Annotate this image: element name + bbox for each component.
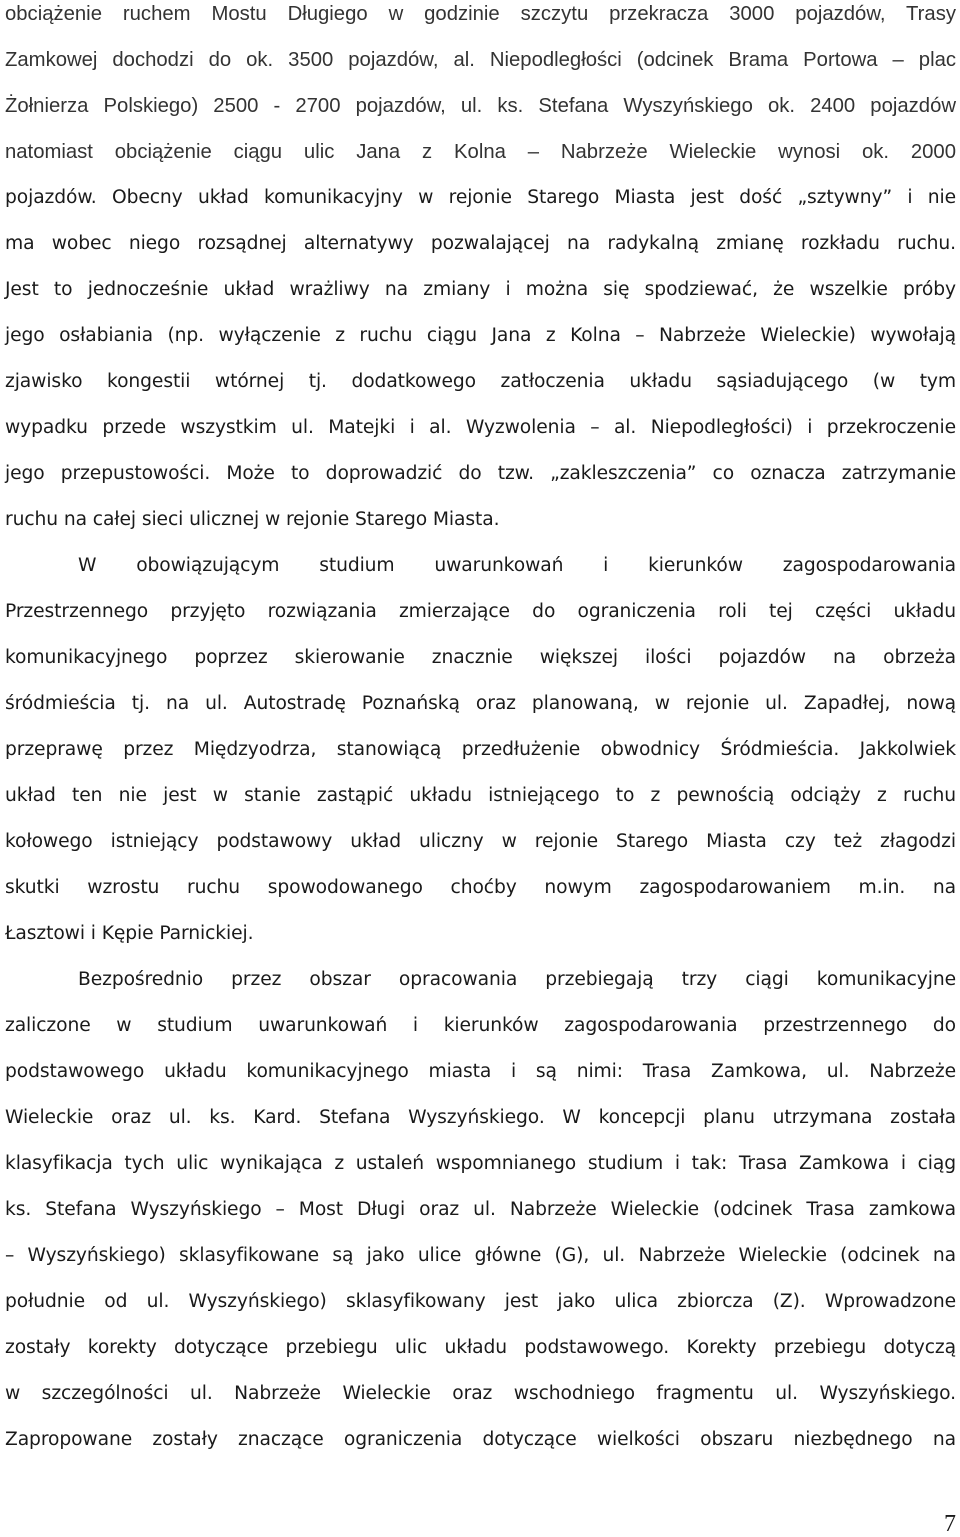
text-line: ruchu na całej sieci ulicznej w rejonie Starego Miasta. [5,509,500,530]
text-line: Żołnierza Polskiego) 2500 - 2700 pojazdów, ul. ks. Stefana Wyszyńskiego ok. 2400 pojazdów [5,95,956,117]
text-line: – Wyszyńskiego) sklasyfikowane są jako ulice główne (G), ul. Nabrzeże Wieleckie (odcinek na [5,1245,956,1266]
document-body [5,0,956,1469]
paragraph [5,963,956,1469]
text-line: śródmieścia tj. na ul. Autostradę Poznańską oraz planowaną, w rejonie ul. Zapadłej, nową [5,693,956,714]
text-line: jego osłabiania (np. wyłączenie z ruchu ciągu Jana z Kolna – Nabrzeże Wieleckie) wywołają [5,325,956,346]
text-line: klasyfikacja tych ulic wynikająca z ustaleń wspomnianego studium i tak: Trasa Zamkowa i ciąg [5,1153,956,1174]
text-line: zostały korekty dotyczące przebiegu ulic układu podstawowego. Korekty przebiegu dotyczą [5,1337,956,1358]
text-line: Wieleckie oraz ul. ks. Kard. Stefana Wyszyńskiego. W koncepcji planu utrzymana została [5,1107,956,1128]
paragraph [5,0,956,549]
text-line: pojazdów. Obecny układ komunikacyjny w rejonie Starego Miasta jest dość „sztywny” i nie [5,187,956,208]
text-line: południe od ul. Wyszyńskiego) sklasyfikowany jest jako ulica zbiorcza (Z). Wprowadzone [5,1291,956,1312]
text-line: jego przepustowości. Może to doprowadzić do tzw. „zakleszczenia” co oznacza zatrzymanie [5,463,956,484]
text-line: natomiast obciążenie ciągu ulic Jana z Kolna – Nabrzeże Wieleckie wynosi ok. 2000 [5,141,956,163]
text-line: układ ten nie jest w stanie zastąpić układu istniejącego to z pewnością odciąży z ruchu [5,785,956,806]
text-line: komunikacyjnego poprzez skierowanie znacznie większej ilości pojazdów na obrzeża [5,647,956,668]
text-line: kołowego istniejący podstawowy układ uliczny w rejonie Starego Miasta czy też złagodzi [5,831,956,852]
text-line: zjawisko kongestii wtórnej tj. dodatkowego zatłoczenia układu sąsiadującego (w tym [5,371,956,392]
text-line: zaliczone w studium uwarunkowań i kierunków zagospodarowania przestrzennego do [5,1015,956,1036]
text-line: Łasztowi i Kępie Parnickiej. [5,923,254,944]
page-number: 7 [944,1511,956,1537]
document-page [5,0,956,1469]
text-line: obciążenie ruchem Mostu Długiego w godzinie szczytu przekracza 3000 pojazdów, Trasy [5,3,956,25]
paragraph [5,549,956,963]
text-line: w szczególności ul. Nabrzeże Wieleckie oraz wschodniego fragmentu ul. Wyszyńskiego. [5,1383,956,1404]
text-line: Przestrzennego przyjęto rozwiązania zmierzające do ograniczenia roli tej części układu [5,601,956,622]
text-line: Jest to jednocześnie układ wrażliwy na zmiany i można się spodziewać, że wszelkie próby [5,279,956,300]
text-line: ks. Stefana Wyszyńskiego – Most Długi oraz ul. Nabrzeże Wieleckie (odcinek Trasa zamkowa [5,1199,956,1220]
text-line: W obowiązującym studium uwarunkowań i kierunków zagospodarowania [78,555,956,576]
text-line: skutki wzrostu ruchu spowodowanego choćby nowym zagospodarowaniem m.in. na [5,877,956,898]
text-line: podstawowego układu komunikacyjnego miasta i są nimi: Trasa Zamkowa, ul. Nabrzeże [5,1061,956,1082]
text-line: przeprawę przez Międzyodrza, stanowiącą przedłużenie obwodnicy Śródmieścia. Jakkolwiek [5,739,956,760]
text-line: ma wobec niego rozsądnej alternatywy pozwalającej na radykalną zmianę rozkładu ruchu. [5,233,956,254]
text-line: Bezpośrednio przez obszar opracowania przebiegają trzy ciągi komunikacyjne [78,969,956,990]
text-line: wypadku przede wszystkim ul. Matejki i al. Wyzwolenia – al. Niepodległości) i przekroczenie [5,417,956,438]
text-line: Zamkowej dochodzi do ok. 3500 pojazdów, al. Niepodległości (odcinek Brama Portowa – plac [5,49,956,71]
text-line: Zapropowane zostały znaczące ograniczenia dotyczące wielkości obszaru niezbędnego na [5,1429,956,1450]
